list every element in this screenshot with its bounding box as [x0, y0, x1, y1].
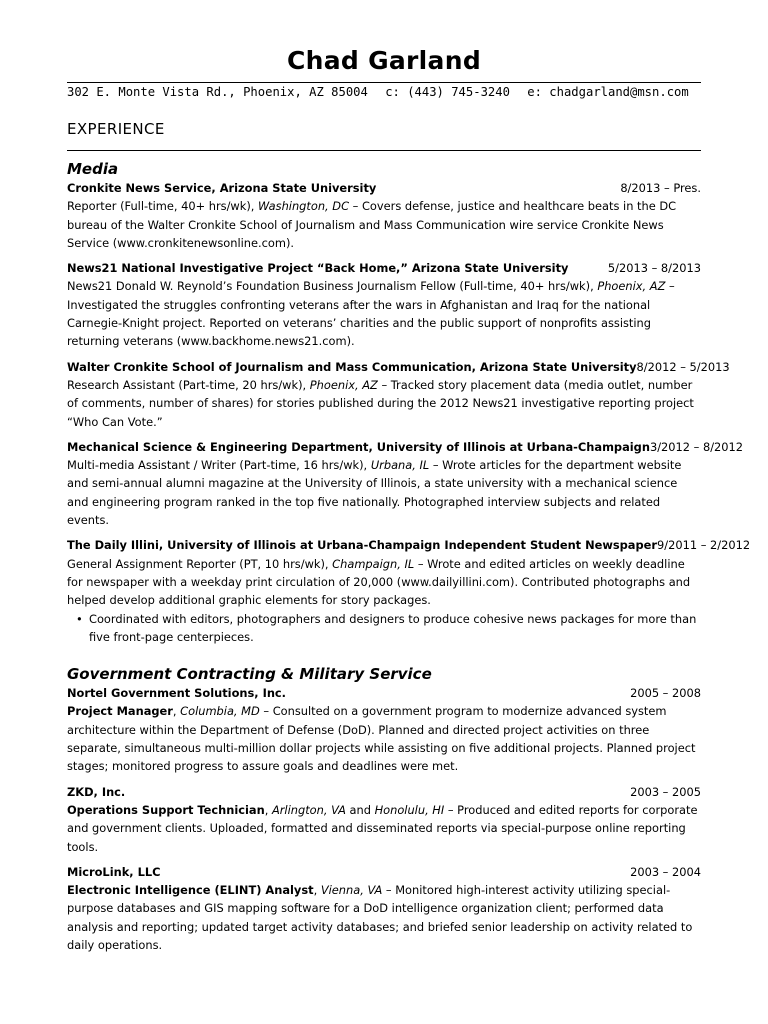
experience-heading: EXPERIENCE	[67, 120, 701, 151]
entry-date: 2003 – 2005	[630, 784, 701, 799]
entry-location-2: Honolulu, HI	[374, 802, 445, 817]
experience-entry	[67, 783, 701, 856]
media-heading: Media	[67, 160, 119, 178]
entry-description	[67, 456, 701, 529]
entry-location: Phoenix, AZ	[309, 377, 378, 392]
government-heading: Government Contracting & Military Service	[67, 665, 432, 684]
entry-org: ZKD, Inc.	[67, 784, 126, 799]
entry-header	[67, 358, 730, 376]
entry-org: Nortel Government Solutions, Inc.	[67, 686, 287, 701]
entry-description	[67, 277, 701, 350]
experience-entry	[67, 259, 701, 350]
entry-location: Arlington, VA	[271, 802, 346, 817]
entry-role: News21 Donald W. Reynold’s Foundation Business Journalism Fellow (Full-time, 40+ hrs/wk),	[67, 279, 598, 294]
entry-org: News21 National Investigative Project “Back Home,” Arizona State University	[67, 261, 569, 276]
entry-text: – Covers defense, justice and healthcare beats in the DC bureau of the Walter Cronkite School of Journalism and Mass Communication wire service Cronkite News Service (www.cronkitenewsonline.com).	[67, 199, 677, 250]
entry-header	[67, 536, 751, 554]
experience-entry	[67, 358, 730, 431]
entry-location: Urbana, IL	[370, 458, 430, 473]
entry-date: 9/2011 – 2/2012	[657, 538, 751, 553]
entry-header	[67, 179, 701, 197]
entry-text: – Wrote articles for the department website and semi-annual alumni magazine at the University of Illinois, a state university with a mechanical science and engineering program ranked in the top five nationally. Photographed interview subjects and related events.	[67, 458, 682, 528]
entry-text: – Investigated the struggles confronting veterans after the wars in Afghanistan and Iraq for the national Carnegie-Knight project. Reported on veterans’ charities and the public support of nonprofits assisting returning veterans (www.backhome.news21.com).	[67, 279, 675, 349]
entry-location: Champaign, IL	[332, 556, 415, 571]
entry-org: The Daily Illini, University of Illinois at Urbana-Champaign Independent Student Newspaper	[67, 538, 657, 553]
entry-location: Phoenix, AZ	[597, 279, 666, 294]
entry-role: Electronic Intelligence (ELINT) Analyst	[67, 883, 314, 898]
entry-text: – Tracked story placement data (media outlet, number of comments, number of shares) for stories published during the 2012 News21 investigative reporting project “Who Can Vote.”	[67, 377, 694, 429]
entry-date: 2003 – 2004	[630, 864, 701, 879]
entry-text: – Produced and edited reports for corporate and government clients. Uploaded, formatted and disseminated reports via special-purpose online reporting tools.	[67, 802, 698, 854]
experience-entry	[67, 179, 701, 252]
entry-org: Cronkite News Service, Arizona State University	[67, 181, 377, 195]
entry-location: Columbia, MD	[180, 704, 260, 719]
entry-location: Washington, DC	[258, 199, 350, 214]
entry-conjunction: and	[345, 802, 375, 817]
entry-text: – Wrote and edited articles on weekly deadline for newspaper with a weekday print circulation of 20,000 (www.dailyillini.com). Contributed photographs and helped develop additional graphic elements for story packages.	[67, 556, 691, 608]
candidate-name: Chad Garland	[286, 46, 482, 75]
experience-entry	[67, 438, 744, 529]
entry-date: 8/2012 – 5/2013	[636, 359, 730, 374]
entry-header	[67, 783, 701, 801]
experience-entry	[67, 684, 701, 775]
entry-role: Reporter (Full-time, 40+ hrs/wk),	[67, 199, 259, 214]
entry-role: General Assignment Reporter (PT, 10 hrs/wk),	[67, 556, 333, 571]
entry-header	[67, 438, 744, 456]
entry-description: Operations Support Technician, Arlington, VA and Honolulu, HI – Produced and edited reports for corporate and government clients. Uploaded, formatted and disseminated reports via special-purpose online reporting tools.	[67, 802, 698, 854]
entry-text: – Monitored high-interest activity utilizing special-purpose databases and GIS mapping software for a DoD intelligence organization client; performed data analysis and reporting; updated target activity databases; and briefed senior leadership on activity related to daily operations.	[67, 883, 693, 952]
entry-role: Project Manager	[67, 704, 173, 719]
contact-line	[67, 82, 701, 100]
entry-role: Multi-media Assistant / Writer (Part-time, 16 hrs/wk),	[67, 458, 371, 473]
experience-entry	[67, 536, 751, 646]
entry-org: MicroLink, LLC	[67, 864, 161, 879]
address: 302 E. Monte Vista Rd., Phoenix, AZ 85004	[67, 85, 368, 99]
entry-org: Walter Cronkite School of Journalism and Mass Communication, Arizona State University	[67, 359, 637, 374]
entry-org: Mechanical Science & Engineering Department, University of Illinois at Urbana-Champaign	[67, 439, 650, 454]
entry-role: Research Assistant (Part-time, 20 hrs/wk),	[67, 377, 310, 392]
email: e: chadgarland@msn.com	[527, 85, 689, 99]
entry-description: Electronic Intelligence (ELINT) Analyst, Vienna, VA – Monitored high-interest activity utilizing special-purpose databases and GIS mapping software for a DoD intelligence organization client; performed data analysis and reporting; updated target activity databases; and briefed senior leadership on activity related to daily operations.	[67, 883, 693, 952]
entry-date: 5/2013 – 8/2013	[607, 261, 701, 276]
entry-text: – Consulted on a government program to modernize advanced system architecture within the Department of Defense (DoD). Planned and directed project activities on three separate, simultaneous multi-million dollar projects while assisting on five additional projects. Planned project stages; monitored progress to assure goals and deadlines were met.	[67, 704, 696, 774]
entry-description	[67, 555, 701, 610]
entry-header	[67, 684, 701, 702]
entry-date: 2005 – 2008	[630, 686, 701, 701]
entry-description	[67, 197, 701, 252]
entry-header	[67, 259, 701, 277]
entry-location: Vienna, VA	[320, 883, 383, 898]
entry-date: 3/2012 – 8/2012	[649, 439, 744, 454]
bullet-item: • Coordinated with editors, photographers and designers to produce cohesive news packages for more than five front-page centerpieces.	[89, 610, 701, 647]
entry-bullets	[67, 610, 701, 647]
experience-entry	[67, 863, 701, 954]
entry-description	[67, 376, 701, 431]
entry-header	[67, 863, 701, 881]
entry-date: 8/2013 – Pres.	[620, 181, 701, 195]
phone: c: (443) 745-3240	[385, 85, 510, 99]
entry-description: Project Manager, Columbia, MD – Consulted on a government program to modernize advanced system architecture within the Department of Defense (DoD). Planned and directed project activities on three separate, simultaneous multi-million dollar projects while assisting on five additional projects. Planned project stages; monitored progress to assure goals and deadlines were met.	[67, 704, 696, 774]
entry-role: Operations Support Technician	[67, 802, 265, 817]
